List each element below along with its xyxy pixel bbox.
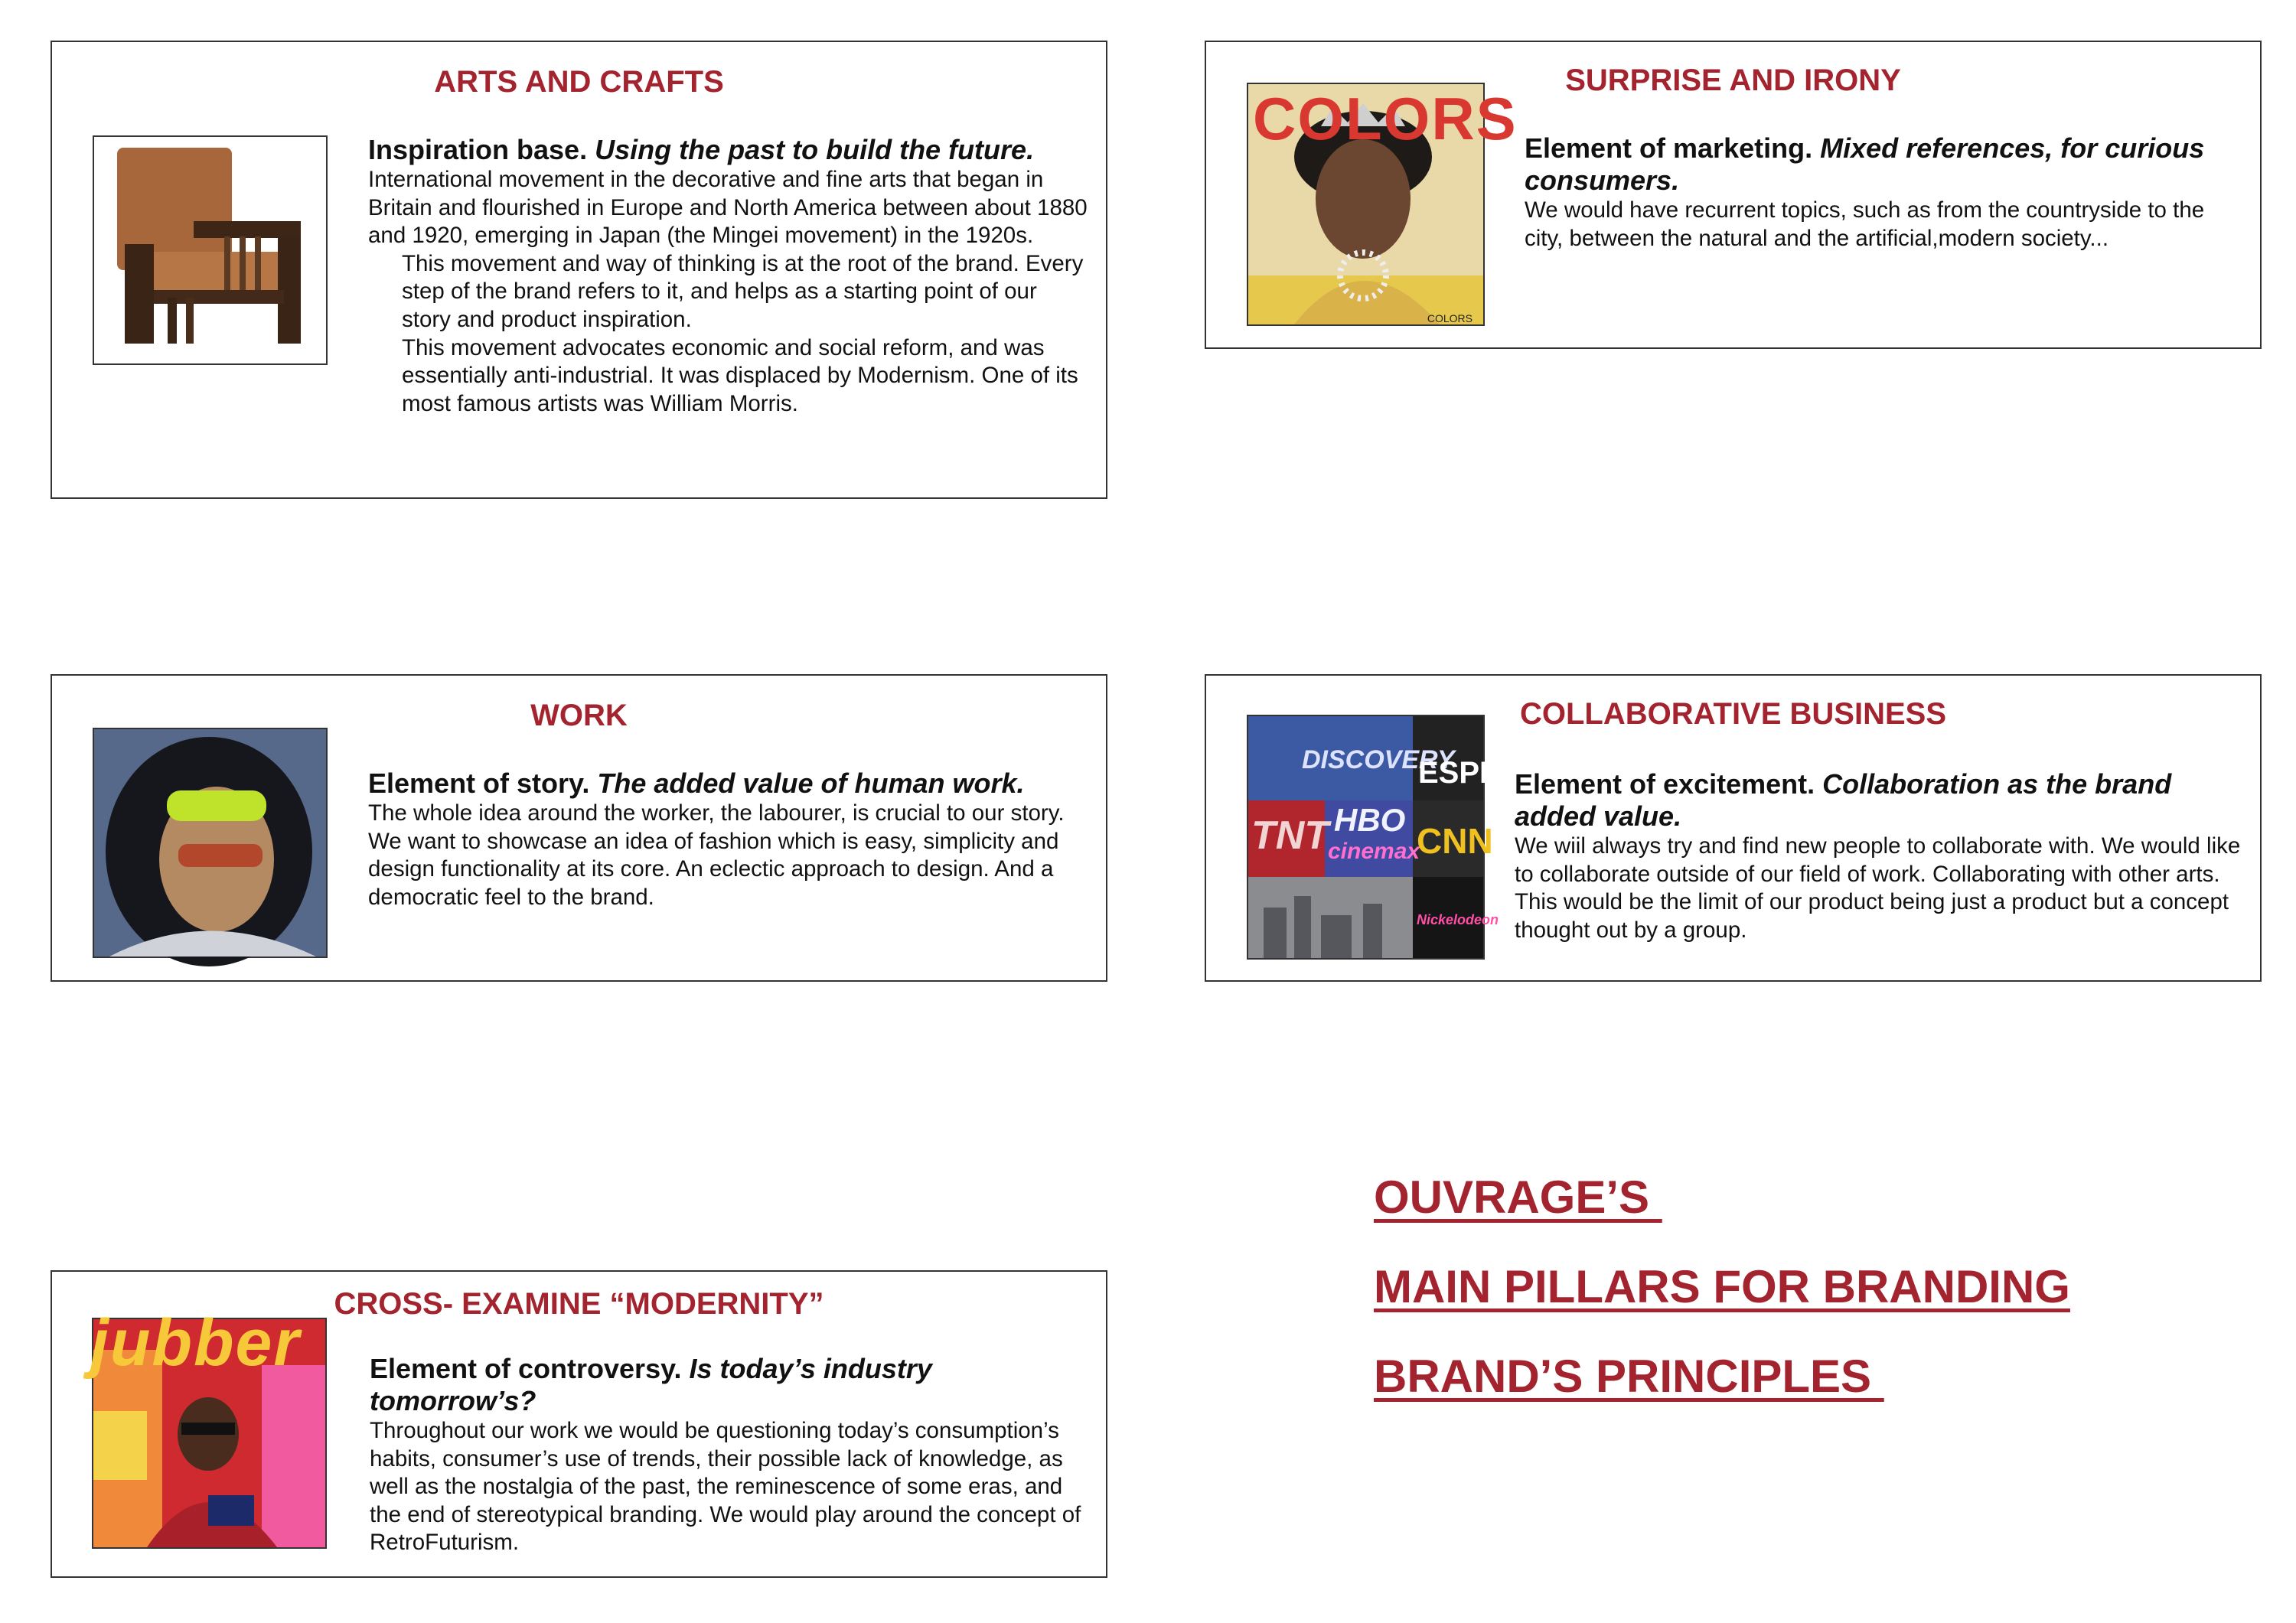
card-lead (1515, 768, 2242, 833)
card-body (1515, 768, 2242, 944)
lead-text: Element of story. (368, 768, 590, 799)
armchair-image (93, 135, 328, 365)
paragraph: Throughout our work we would be questioning today’s consumption’s habits, consumer’s use of trends, their possible lack of knowledge, as well as the nostalgia of the past, the reminescence of some eras, and the end of stereotypical branding. We would play around the concept of RetroFuturism. (370, 1418, 1081, 1556)
discovery-logo: DISCOVERY (1302, 745, 1455, 774)
lead-italic-text: Using the past to build the future. (595, 134, 1035, 165)
lead-italic-text: Collaboration as the brand added value. (1515, 768, 2172, 832)
paragraph: This movement advocates economic and social reform, and was essentially anti-industrial. It was displaced by Modernism. One of its most famous artists was William Morris. (402, 334, 1078, 416)
heading-ouvrages[interactable]: OUVRAGE’S (1374, 1172, 1662, 1223)
heading-brand-principles[interactable]: BRAND’S PRINCIPLES (1374, 1351, 1884, 1402)
cnn-logo: CNN (1417, 821, 1493, 861)
card-cross-examine-modernity (51, 1270, 1107, 1578)
card-title: SURPRISE AND IRONY (1565, 64, 1901, 97)
card-title: WORK (530, 699, 628, 732)
card-arts-and-crafts (51, 41, 1107, 499)
magazine-masthead: COLORS (1253, 85, 1518, 152)
lead-text: Element of controversy. (370, 1353, 682, 1384)
card-body (370, 1353, 1097, 1557)
magazine-masthead: jubber (90, 1306, 301, 1380)
card-title: CROSS- EXAMINE “MODERNITY” (334, 1287, 824, 1321)
card-surprise-and-irony (1205, 41, 2262, 349)
cinemax-logo: cinemax (1328, 839, 1420, 864)
lead-italic-text: The added value of human work. (597, 768, 1025, 799)
card-body (368, 134, 1088, 418)
card-lead (368, 134, 1088, 166)
paragraph: International movement in the decorative and fine arts that began in Britain and flourished in Europe and North America between about 1880 and 1920, emerging in Japan (the Mingei movement) in the 1920s. (368, 167, 1088, 249)
card-work (51, 674, 1107, 982)
card-title: ARTS AND CRAFTS (434, 65, 724, 99)
card-collaborative-business (1205, 674, 2262, 982)
worker-portrait-image (93, 728, 328, 958)
lead-italic-text: Is today’s industry tomorrow’s? (370, 1353, 932, 1416)
hbo-logo: HBO (1334, 802, 1406, 838)
tnt-logo: TNT (1251, 813, 1329, 858)
card-title: COLLABORATIVE BUSINESS (1519, 697, 1947, 731)
card-lead (370, 1353, 1097, 1417)
retro-magazine-image (90, 1306, 327, 1549)
paragraph: We would have recurrent topics, such as from the countryside to the city, between the natural and the artificial,modern society... (1525, 197, 2205, 251)
heading-main-pillars[interactable]: MAIN PILLARS FOR BRANDING (1374, 1261, 2070, 1312)
card-body (368, 768, 1088, 911)
nickelodeon-logo: Nickelodeon (1417, 912, 1499, 927)
lead-text: Element of excitement. (1515, 768, 1815, 800)
espn-logo: ESPN (1418, 756, 1502, 790)
paragraph: This movement and way of thinking is at the root of the brand. Every step of the brand refers to it, and helps as a starting point of our story and product inspiration. (402, 250, 1084, 332)
paragraph: We wiil always try and find new people to collaborate with. We would like to collaborate outside of our field of work. Collaborating with other arts. This would be the limit of our product being just a product but a concept thought out by a group. (1515, 833, 2241, 943)
card-body (1525, 132, 2236, 253)
card-lead (368, 768, 1088, 800)
magazine-footer-text: COLORS (1427, 312, 1473, 324)
card-lead (1525, 132, 2236, 197)
colors-magazine-cover-image (1247, 83, 1518, 326)
lead-text: Inspiration base. (368, 134, 588, 165)
lead-text: Element of marketing. (1525, 132, 1813, 164)
paragraph: The whole idea around the worker, the labourer, is crucial to our story. We want to showcase an idea of fashion which is easy, simplicity and design functionality at its core. An eclectic approach to design. And a democratic feel to the brand. (368, 800, 1065, 910)
tv-network-logos-image (1247, 715, 1502, 960)
lead-italic-text: Mixed references, for curious consumers. (1525, 132, 2205, 196)
